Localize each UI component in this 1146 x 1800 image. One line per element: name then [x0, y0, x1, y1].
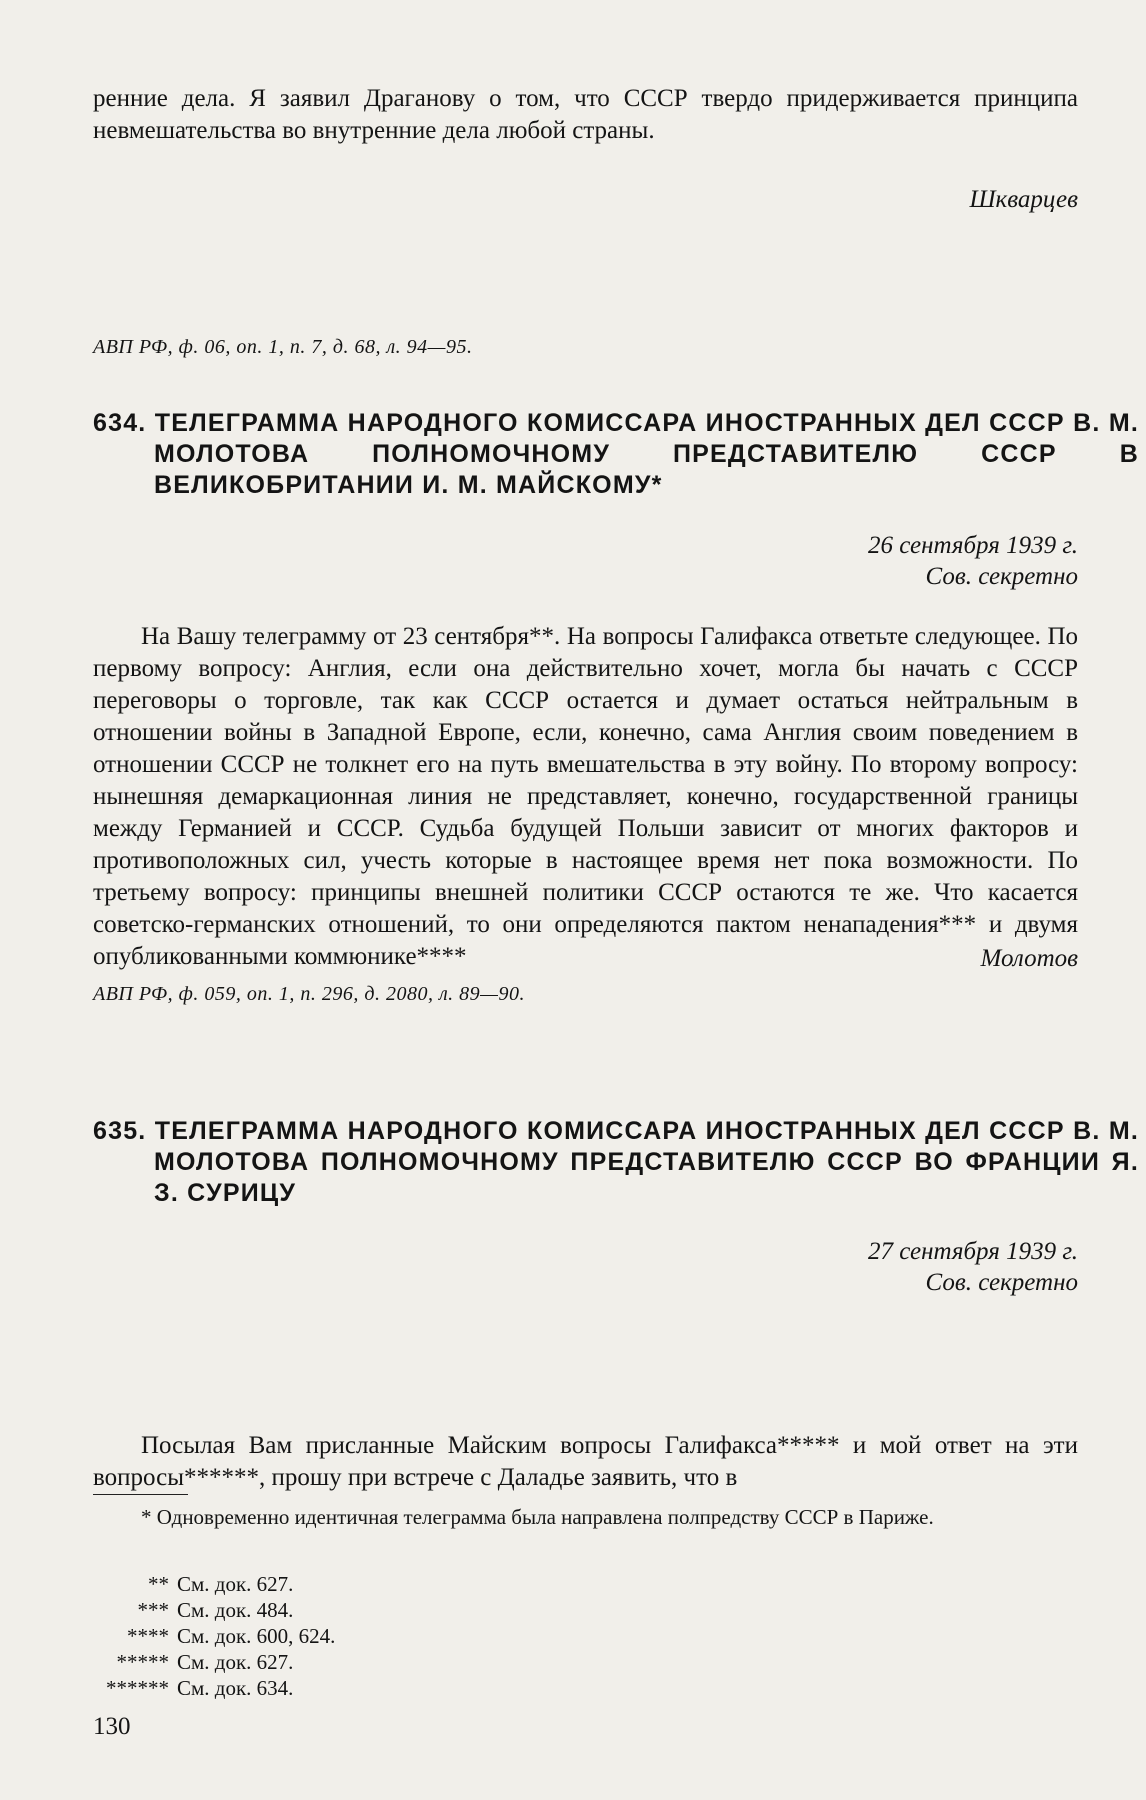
footnote-divider [93, 1494, 188, 1495]
footnote-2 [93, 1572, 293, 1596]
footnote-text: См. док. 627. [177, 1572, 294, 1596]
footnote-mark: ** [148, 1572, 169, 1596]
footnote-6 [93, 1676, 293, 1700]
footnote-text: См. док. 627. [177, 1650, 294, 1674]
doc-635-classification: Сов. секретно [925, 1269, 1078, 1296]
footnote-mark: ***** [116, 1650, 169, 1674]
footnote-text: См. док. 634. [177, 1676, 294, 1700]
continuation-paragraph: ренние дела. Я заявил Драганову о том, что СССР твердо придерживается принципа невмешательства во внутренние дела любой страны. [93, 85, 1078, 144]
footnote-mark: ****** [106, 1676, 169, 1700]
footnote-5 [93, 1650, 293, 1674]
footnote-3 [93, 1598, 293, 1622]
top-archive-reference: АВП РФ, ф. 06, оп. 1, п. 7, д. 68, л. 94—95. [93, 336, 473, 358]
doc-635-date: 27 сентября 1939 г. [867, 1238, 1078, 1265]
footnote-text: См. док. 484. [177, 1598, 294, 1622]
doc-634-date: 26 сентября 1939 г. [867, 532, 1078, 559]
footnote-text: См. док. 600, 624. [177, 1624, 336, 1648]
footnote-1 [93, 1505, 1078, 1529]
doc-634-archive-reference: АВП РФ, ф. 059, оп. 1, п. 296, д. 2080, л. 89—90. [93, 983, 525, 1005]
top-signature: Шкварцев [969, 186, 1078, 213]
footnote-4 [93, 1624, 335, 1648]
page-number: 130 [93, 1713, 131, 1740]
footnote-mark: *** [137, 1598, 169, 1622]
footnote-text: Одновременно идентичная телеграмма была направлена полпредству СССР в Париже. [156, 1505, 934, 1529]
doc-635-heading: 635. ТЕЛЕГРАММА НАРОДНОГО КОМИССАРА ИНОСТРАННЫХ ДЕЛ СССР В. М. МОЛОТОВА ПОЛНОМОЧНОМУ ПРЕДСТАВИТЕЛЮ СССР ВО ФРАНЦИИ Я. З. СУРИЦУ [93, 1117, 1139, 1207]
doc-634-heading: 634. ТЕЛЕГРАММА НАРОДНОГО КОМИССАРА ИНОСТРАННЫХ ДЕЛ СССР В. М. МОЛОТОВА ПОЛНОМОЧНОМУ ПРЕДСТАВИТЕЛЮ СССР В ВЕЛИКОБРИТАНИИ И. М. МАЙСКОМУ* [93, 409, 1139, 499]
doc-634-body: На Вашу телеграмму от 23 сентября**. На вопросы Галифакса ответьте следующее. По первому вопросу: Англия, если она действительно хочет, могла бы начать с СССР переговоры о торговле, так как СССР остается и думает остаться нейтральным в отношении войны в Западной Европе, если, конечно, сама Англия своим поведением в отношении СССР не толкнет его на путь вмешательства в эту войну. По второму вопросу: нынешняя демаркационная линия не представляет, конечно, государственной границы между Германией и СССР. Судьба будущей Польши зависит от многих факторов и противоположных сил, учесть которые в настоящее время нет пока возможности. По третьему вопросу: принципы внешней политики СССР остаются те же. Что касается советско-германских отношений, то они определяются пактом ненападения*** и двумя опубликованными коммюнике**** [93, 623, 1078, 970]
doc-634-classification: Сов. секретно [925, 563, 1078, 590]
doc-635-body: Посылая Вам присланные Майским вопросы Галифакса***** и мой ответ на эти вопросы******, прошу при встрече с Даладье заявить, что в [93, 1432, 1078, 1491]
footnote-mark: **** [127, 1624, 169, 1648]
doc-634-signature: Молотов [980, 945, 1078, 972]
footnote-mark: * [141, 1505, 152, 1529]
